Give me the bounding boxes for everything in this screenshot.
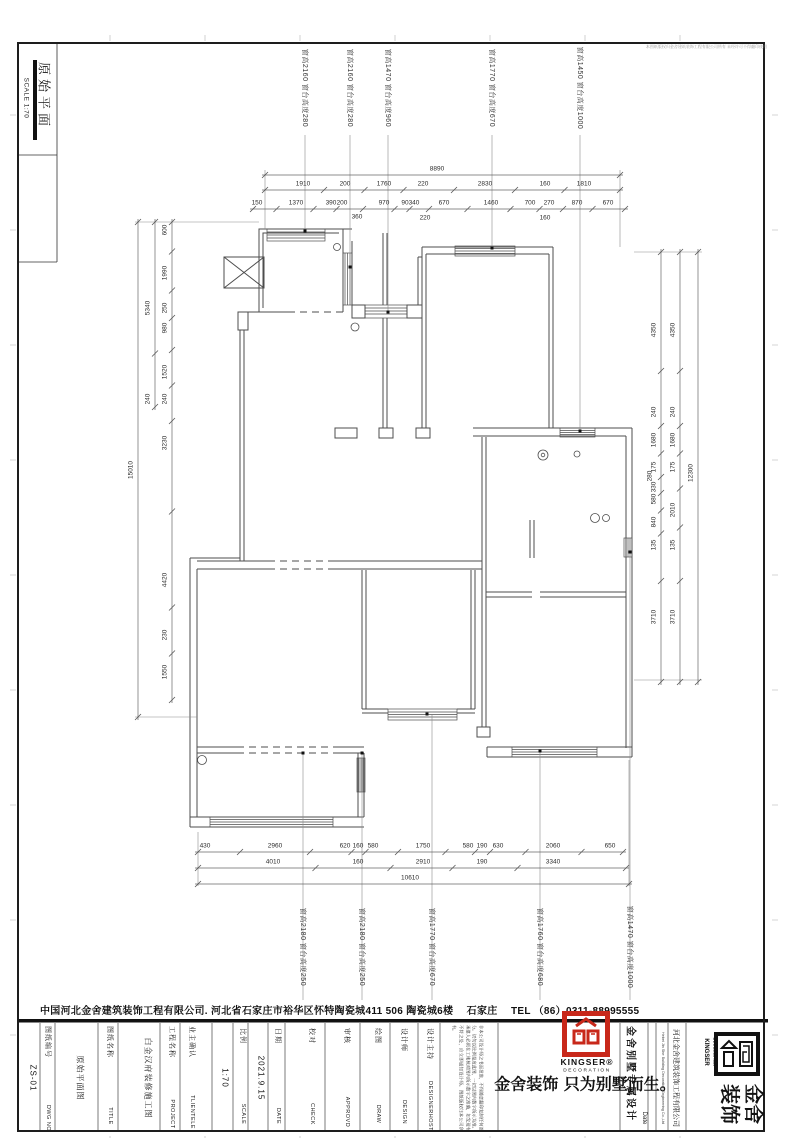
dim-label: 390 [325, 199, 337, 207]
dim-label: 90 [401, 199, 409, 207]
dim-label: 1910 [295, 180, 311, 188]
titleblock-field-label: 日期 [274, 1028, 281, 1044]
dim-label: 190 [476, 842, 488, 850]
decoration-wordmark: DECORATION [563, 1068, 611, 1074]
dim-label: 1760 [376, 180, 392, 188]
dim-label: 1370 [288, 199, 304, 207]
company-name-en: Hebei Jin She Building Decoration Engineering Co.,Ltd [661, 1031, 665, 1125]
dim-label: 650 [604, 842, 616, 850]
dim-label: 240 [650, 406, 658, 418]
fixture-circles [198, 244, 610, 765]
window-note: 窗高1470 窗台高度1000 [626, 905, 633, 989]
dim-label: 15010 [127, 460, 135, 480]
windows [210, 229, 632, 827]
company-name-cn: 河北金舍建筑装饰工程有限公司 [672, 1029, 679, 1127]
brand-slogan: 金舍装饰 只为别墅而生。 [494, 1074, 676, 1094]
titleblock-field-label: 工程名称 [168, 1026, 175, 1058]
dim-label: 280 [646, 470, 654, 482]
dim-label: 1520 [161, 364, 169, 380]
decoration-side-wordmark: DECORATION [712, 1037, 716, 1067]
dim-label: 160 [539, 214, 551, 222]
dim-label: 4010 [265, 858, 281, 866]
titleblock-field-en: DESIGN [401, 1099, 407, 1125]
dim-label: 340 [408, 199, 420, 207]
dim-label: 1680 [669, 432, 677, 448]
dim-label: 970 [378, 199, 390, 207]
brand-logo-characters [718, 1084, 766, 1124]
dim-label: 220 [419, 214, 431, 222]
titleblock-field-label: 图纸名称 [106, 1026, 113, 1058]
dim-label: 670 [602, 199, 614, 207]
date-label: Date [641, 1111, 647, 1125]
dim-label: 200 [339, 180, 351, 188]
dim-label: 430 [199, 842, 211, 850]
dim-label: 4350 [669, 322, 677, 338]
titleblock-field-en: SCALE [240, 1103, 246, 1125]
company-address-line: 中国河北金舍建筑装饰工程有限公司. 河北省石家庄市裕华区怀特陶瓷城411 506 陶瓷城6楼 石家庄 TEL （86）0311-88995555 [40, 1006, 640, 1017]
kingser-red-seal-icon [562, 1011, 610, 1058]
titleblock-field-value: 1:70 [220, 1068, 230, 1088]
titleblock-field-value: 原始平面图 [75, 1055, 85, 1101]
dim-label: 3230 [161, 435, 169, 451]
titleblock-field-en: TITLE [107, 1107, 113, 1125]
window-note: 窗高1450 窗台高度1000 [576, 46, 583, 130]
dim-label: 5340 [144, 300, 152, 316]
dim-label: 150 [251, 199, 263, 207]
titleblock-field-en: DESIGNERHOST [427, 1080, 433, 1132]
dim-label: 135 [669, 539, 677, 551]
dim-label: 4350 [650, 322, 658, 338]
dim-label: 3710 [669, 609, 677, 625]
dim-label: 8890 [429, 165, 445, 173]
sheet-scale-label: SCALE 1:70 [22, 77, 30, 119]
micro-copyright-note: 本图纸版权归金舍建筑装饰工程有限公司所有 未经许可不得翻印使用 [645, 44, 767, 49]
titleblock-field-label: 校对 [308, 1028, 315, 1044]
titleblock-field-en: DRAW [375, 1104, 381, 1124]
dim-label: 10610 [400, 874, 420, 882]
dim-label: 240 [144, 393, 152, 405]
dim-label: 2060 [545, 842, 561, 850]
titleblock-field-label: 审核 [343, 1028, 350, 1044]
titleblock-field-label: 绘图 [374, 1028, 381, 1044]
dim-label: 160 [352, 842, 364, 850]
titleblock-field-en: CHECK [309, 1103, 315, 1125]
copyright-disclaimer: 非本公司设计师之书面批准，不得随意翻印复制任何部分。切勿以比例量度此图，一切以图内数字所示为准。承建人必须在工地核对图内所示数字之准确，如发现有不符之处，应立即通知设计师。图纸版权归本公司所有。 [452, 1025, 484, 1131]
dim-label: 240 [161, 393, 169, 405]
window-note: 窗高1770 窗台高度670 [488, 48, 495, 128]
dim-label: 240 [669, 406, 677, 418]
dim-label: 160 [352, 858, 364, 866]
leader-dots [302, 230, 632, 755]
dim-label: 175 [669, 461, 677, 473]
window-note: 窗高2160 窗台高度280 [346, 48, 353, 128]
dim-label: 840 [650, 516, 658, 528]
titleblock-field-value: 白金汉府装修施工图 [143, 1037, 153, 1119]
kingser-wordmark: KINGSER® [560, 1057, 614, 1067]
dim-label: 2960 [267, 842, 283, 850]
titleblock-field-value: 2021.9.15 [256, 1055, 266, 1101]
dim-label: 580 [462, 842, 474, 850]
dim-label: 1750 [415, 842, 431, 850]
titleblock-field-label: 业主确认 [188, 1026, 195, 1058]
dim-label: 1460 [483, 199, 499, 207]
dim-label: 360 [351, 213, 363, 221]
dim-label: 3710 [650, 609, 658, 625]
dim-label: 620 [339, 842, 351, 850]
titleblock-field-value: ZS-01 [28, 1064, 38, 1092]
dim-label: 2910 [415, 858, 431, 866]
dim-label: 3340 [545, 858, 561, 866]
dim-label: 630 [492, 842, 504, 850]
kingser-black-seal-icon [714, 1032, 760, 1076]
dim-label: 600 [161, 224, 169, 236]
dim-label: 580 [367, 842, 379, 850]
sheet-title: 原始平面 [36, 61, 52, 131]
dim-label: 1550 [161, 664, 169, 680]
dim-label: 4420 [161, 572, 169, 588]
dim-label: 135 [650, 539, 658, 551]
dim-label: 1810 [576, 180, 592, 188]
titleblock-field-label: 比例 [239, 1028, 246, 1044]
dim-label: 270 [543, 199, 555, 207]
dim-label: 12300 [687, 463, 695, 483]
titleblock-field-label: 图纸编号 [44, 1026, 51, 1058]
dim-label: 190 [476, 858, 488, 866]
dim-label: 160 [539, 180, 551, 188]
window-note: 窗高2180 窗台高度250 [358, 907, 365, 987]
kingser-side-wordmark: KINGSER [703, 1038, 709, 1066]
dim-label: 980 [161, 322, 169, 334]
dim-label: 1680 [650, 432, 658, 448]
walls [190, 229, 632, 827]
titleblock-field-en: PROJECT [169, 1099, 175, 1129]
dim-label: 2830 [477, 180, 493, 188]
window-note: 窗高2180 窗台高度250 [299, 907, 306, 987]
logo-line1: 金舍 [742, 1084, 766, 1124]
titleblock-field-label: 设计主持 [426, 1028, 433, 1060]
window-note: 窗高1770 窗台高度670 [428, 907, 435, 987]
title-block-top-rule [17, 1019, 768, 1023]
dim-label: 250 [161, 302, 169, 314]
dim-label: 230 [161, 629, 169, 641]
dim-label: 2010 [669, 502, 677, 518]
dim-label: 670 [438, 199, 450, 207]
shaft-box [224, 257, 264, 288]
window-note: 窗高1470 窗台高度960 [384, 48, 391, 128]
window-note: 窗高1760 窗台高度680 [536, 907, 543, 987]
dim-label: 870 [571, 199, 583, 207]
dim-label: 700 [524, 199, 536, 207]
dim-label: 580 [650, 493, 658, 505]
dim-label: 220 [417, 180, 429, 188]
titleblock-field-en: DATE [275, 1107, 281, 1125]
titleblock-field-en: APPROVD [344, 1096, 350, 1128]
window-note: 窗高2160 窗台高度280 [301, 48, 308, 128]
logo-line2: 装饰 [718, 1084, 742, 1124]
titleblock-field-en: TLIENTELE [189, 1095, 195, 1129]
dim-label: 1990 [161, 265, 169, 281]
dim-label: 330 [650, 481, 658, 493]
dim-label: 200 [336, 199, 348, 207]
brand-tagline: 金舍别墅专属设计 [624, 1026, 636, 1122]
dim-label: 175 [650, 461, 658, 473]
margin-ticks [10, 35, 778, 1138]
titleblock-field-en: DWG NO [45, 1104, 51, 1132]
titleblock-field-label: 设计师 [400, 1028, 407, 1052]
